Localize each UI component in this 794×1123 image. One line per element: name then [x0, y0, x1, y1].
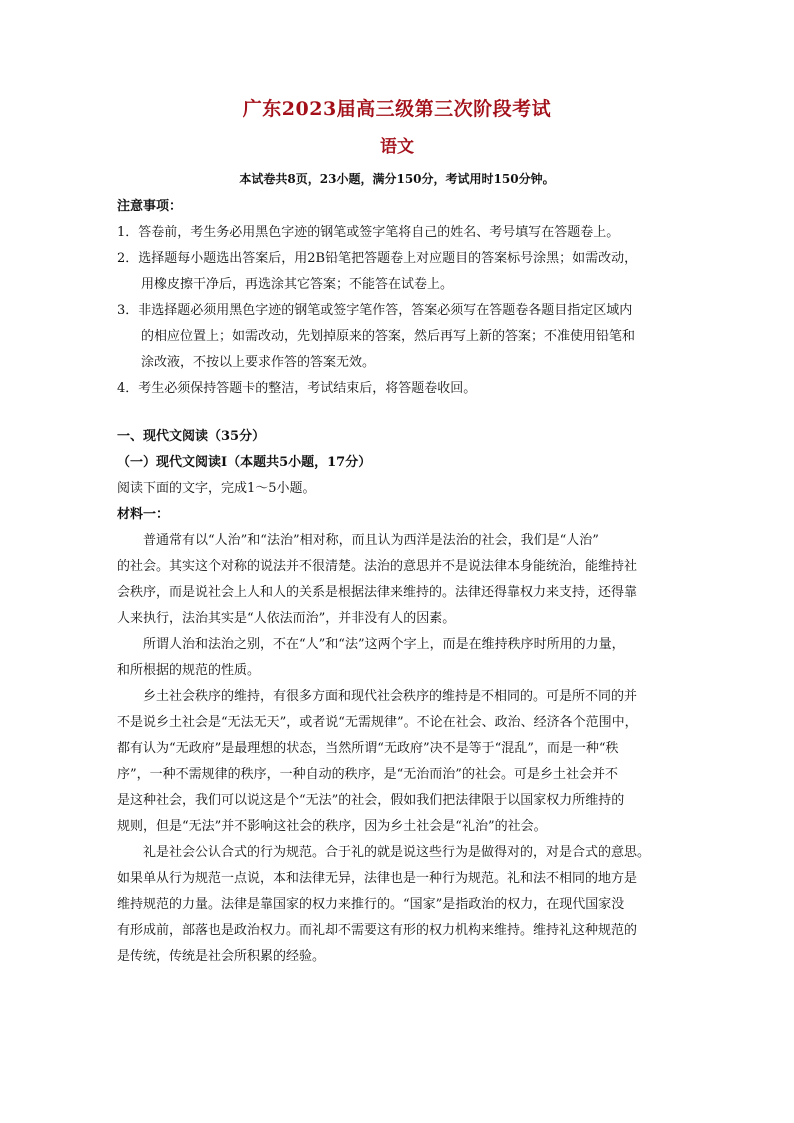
passage-line: 会秩序，而是说社会上人和人的关系是根据法律来维持的。法律还得靠权力来支持，还得靠: [117, 585, 638, 600]
passage-line: 有形成前，部落也是政治权力。而礼却不需要这有形的权力机构来维持。维持礼这种规范的: [117, 923, 638, 938]
passage-line: 如果单从行为规范一点说，本和法律无异，法律也是一种行为规范。礼和法不相同的地方是: [117, 871, 638, 886]
passage-line: 普通常有以“人治”和“法治”相对称，而且认为西洋是法治的社会，我们是“人治”: [143, 533, 599, 548]
notes-heading: 注意事项：: [117, 199, 183, 214]
passage-line: 和所根据的规范的性质。: [117, 663, 261, 678]
passage-line: 是传统，传统是社会所积累的经验。: [117, 949, 326, 964]
passage-line: 所谓人治和法治之别，不在“人”和“法”这两个字上，而是在维持秩序时所用的力量，: [143, 637, 625, 652]
passage-line: 序”，一种不需规律的秩序，一种自动的秩序，是“无治而治”的社会。可是乡土社会并不: [117, 767, 618, 782]
note-line: 涂改液，不按以上要求作答的答案无效。: [141, 355, 376, 370]
exam-content: [117, 194, 677, 970]
passage-line: 维持规范的力量。法律是靠国家的权力来推行的。“国家”是指政治的权力，在现代国家没: [117, 897, 625, 912]
note-line: 1．答卷前，考生务必用黑色字迹的钢笔或签字笔将自己的姓名、考号填写在答题卷上。: [117, 225, 620, 240]
passage-line: 礼是社会公认合式的行为规范。合于礼的就是说这些行为是做得对的，对是合式的意思。: [143, 845, 651, 860]
note-line: 3．非选择题必须用黑色字迹的钢笔或签字笔作答，答案必须写在答题卷各题目指定区域内: [117, 303, 633, 318]
passage-line: 乡土社会秩序的维持，有很多方面和现代社会秩序的维持是不相同的。可是所不同的并: [143, 689, 638, 704]
exam-title: 广东2023届高三级第三次阶段考试: [242, 98, 552, 120]
note-line: 2．选择题每小题选出答案后，用2B铅笔把答题卷上对应题目的答案标号涂黑；如需改动，: [117, 251, 638, 266]
passage-line: 的社会。其实这个对称的说法并不很清楚。法治的意思并不是说法律本身能统治，能维持社: [117, 559, 638, 574]
exam-info: 本试卷共8页，23小题，满分150分，考试用时150分钟。: [239, 172, 555, 186]
passage-line: 规则，但是“无法”并不影响这社会的秩序，因为乡土社会是“礼治”的社会。: [117, 819, 547, 834]
instruction: 阅读下面的文字，完成1～5小题。: [117, 481, 316, 496]
passage-line: 人来执行，法治其实是“人依法而治”，并非没有人的因素。: [117, 611, 456, 626]
passage-line: 是这种社会，我们可以说这是个“无法”的社会，假如我们把法律限于以国家权力所维持的: [117, 793, 625, 808]
note-line: 的相应位置上；如需改动，先划掉原来的答案，然后再写上新的答案；不准使用铅笔和: [141, 329, 636, 344]
section-heading: 一、现代文阅读（35分）: [117, 429, 266, 444]
note-line: 4．考生必须保持答题卡的整洁，考试结束后，将答题卷收回。: [117, 381, 477, 396]
material-label: 材料一：: [117, 507, 170, 522]
section-subheading: （一）现代文阅读Ⅰ（本题共5小题，17分）: [117, 455, 372, 470]
passage-line: 不是说乡土社会是“无法无天”，或者说“无需规律”。不论在社会、政治、经济各个范围中，: [117, 715, 638, 730]
note-line: 用橡皮擦干净后，再选涂其它答案；不能答在试卷上。: [141, 277, 454, 292]
subject-title: 语文: [380, 137, 414, 157]
passage-line: 都有认为“无政府”是最理想的状态，当然所谓“无政府”决不是等于“混乱”，而是一种“秩: [117, 741, 619, 756]
